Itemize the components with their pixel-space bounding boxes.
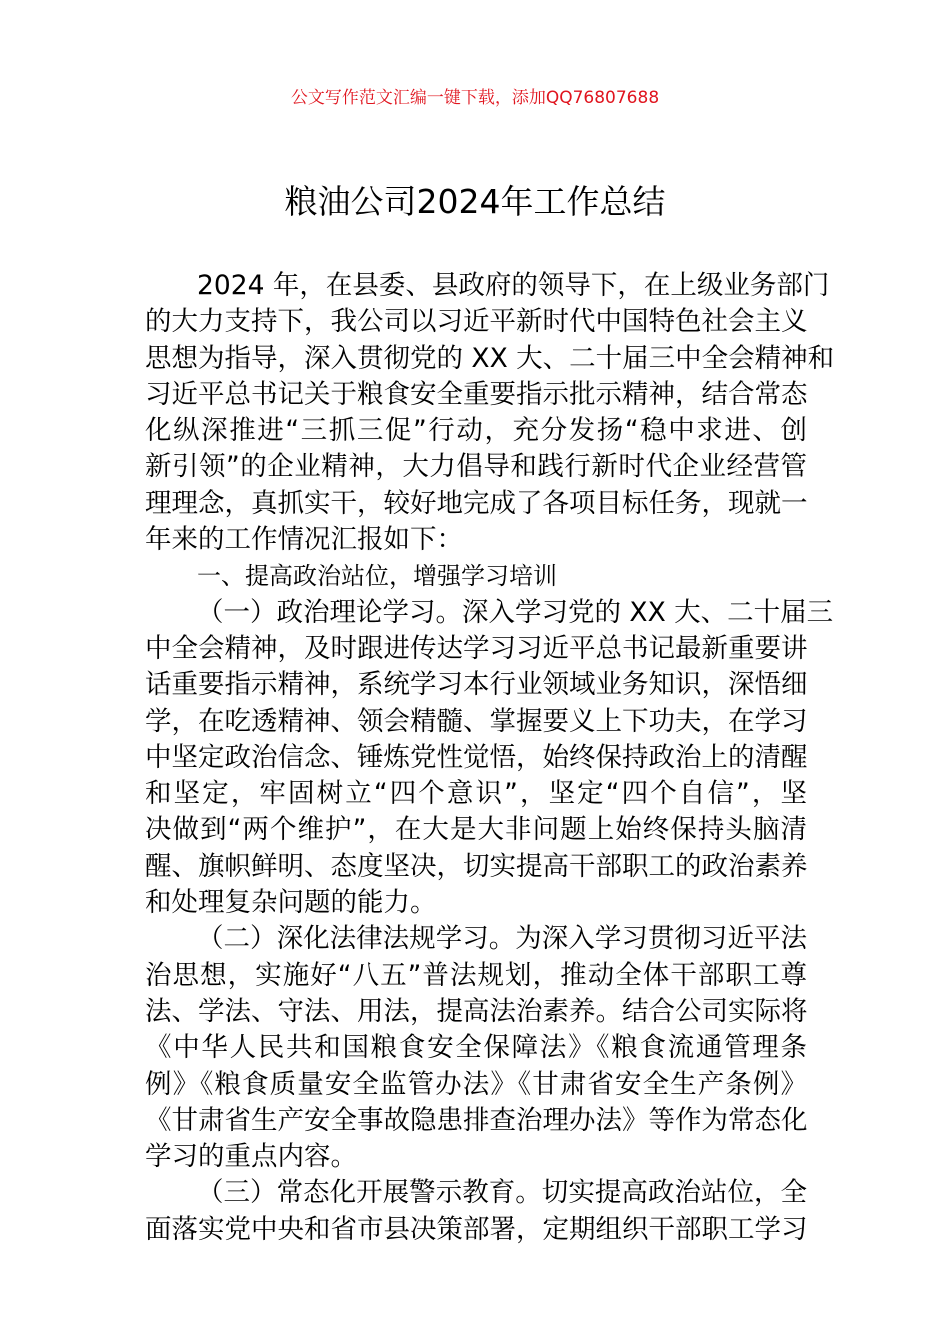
paragraph-intro-line: 理理念，真抓实干，较好地完成了各项目标任务，现就一 [145,487,808,519]
document-body [145,268,835,1248]
section-heading: 一、提高政治站位，增强学习培训 [197,562,557,591]
paragraph-2-line: 学习的重点内容。 [145,1141,357,1173]
paragraph-1-line: 中坚定政治信念、锤炼党性觉悟，始终保持政治上的清醒 [145,741,808,773]
paragraph-1-line: 决做到“两个维护”，在大是大非问题上始终保持头脑清 [145,814,807,846]
paragraph-intro-line: 新引领”的企业精神，大力倡导和践行新时代企业经营管 [145,451,807,483]
paragraph-intro-line: 2024 年，在县委、县政府的领导下，在上级业务部门 [197,270,830,301]
paragraph-intro-line: 的大力支持下，我公司以习近平新时代中国特色社会主义 [145,306,808,338]
paragraph-3-line: 面落实党中央和省市县决策部署，定期组织干部职工学习 [145,1213,808,1245]
paragraph-2-line: 《中华人民共和国粮食安全保障法》《粮食流通管理条 [145,1032,807,1064]
paragraph-1-line: 中全会精神，及时跟进传达学习习近平总书记最新重要讲 [145,632,808,664]
paragraph-1-line: 学，在吃透精神、领会精髓、掌握要义上下功夫，在学习 [145,705,808,737]
paragraph-1-line: 和处理复杂问题的能力。 [145,887,437,919]
paragraph-intro-line: 习近平总书记关于粮食安全重要指示批示精神，结合常态 [145,378,808,410]
paragraph-2-line: 例》《粮食质量安全监管办法》《甘肃省安全生产条例》 [145,1068,807,1100]
paragraph-1-line: （一）政治理论学习。深入学习党的 XX 大、二十届三 [197,596,834,628]
paragraph-1-line: 醒、旗帜鲜明、态度坚决，切实提高干部职工的政治素养 [145,850,808,882]
paragraph-2-line: 《甘肃省生产安全事故隐患排查治理办法》等作为常态化 [145,1104,808,1136]
paragraph-1-line: 和坚定，牢固树立“四个意识”，坚定“四个自信”，坚 [145,778,807,810]
paragraph-intro-line: 思想为指导，深入贯彻党的 XX 大、二十届三中全会精神和 [145,342,835,374]
paragraph-2-line: 治思想，实施好“八五”普法规划，推动全体干部职工尊 [145,959,807,991]
paragraph-intro-line: 年来的工作情况汇报如下： [145,524,463,556]
download-banner: 公文写作范文汇编一键下载，添加QQ76807688 [290,88,660,108]
paragraph-2-line: 法、学法、守法、用法，提高法治素养。结合公司实际将 [145,995,808,1027]
document-title: 粮油公司2024年工作总结 [284,182,666,221]
paragraph-2-line: （二）深化法律法规学习。为深入学习贯彻习近平法 [197,923,807,955]
paragraph-1-line: 话重要指示精神，系统学习本行业领域业务知识，深悟细 [145,669,808,701]
paragraph-intro-line: 化纵深推进“三抓三促”行动，充分发扬“稳中求进、创 [145,415,807,447]
paragraph-3-line: （三）常态化开展警示教育。切实提高政治站位，全 [197,1177,807,1209]
